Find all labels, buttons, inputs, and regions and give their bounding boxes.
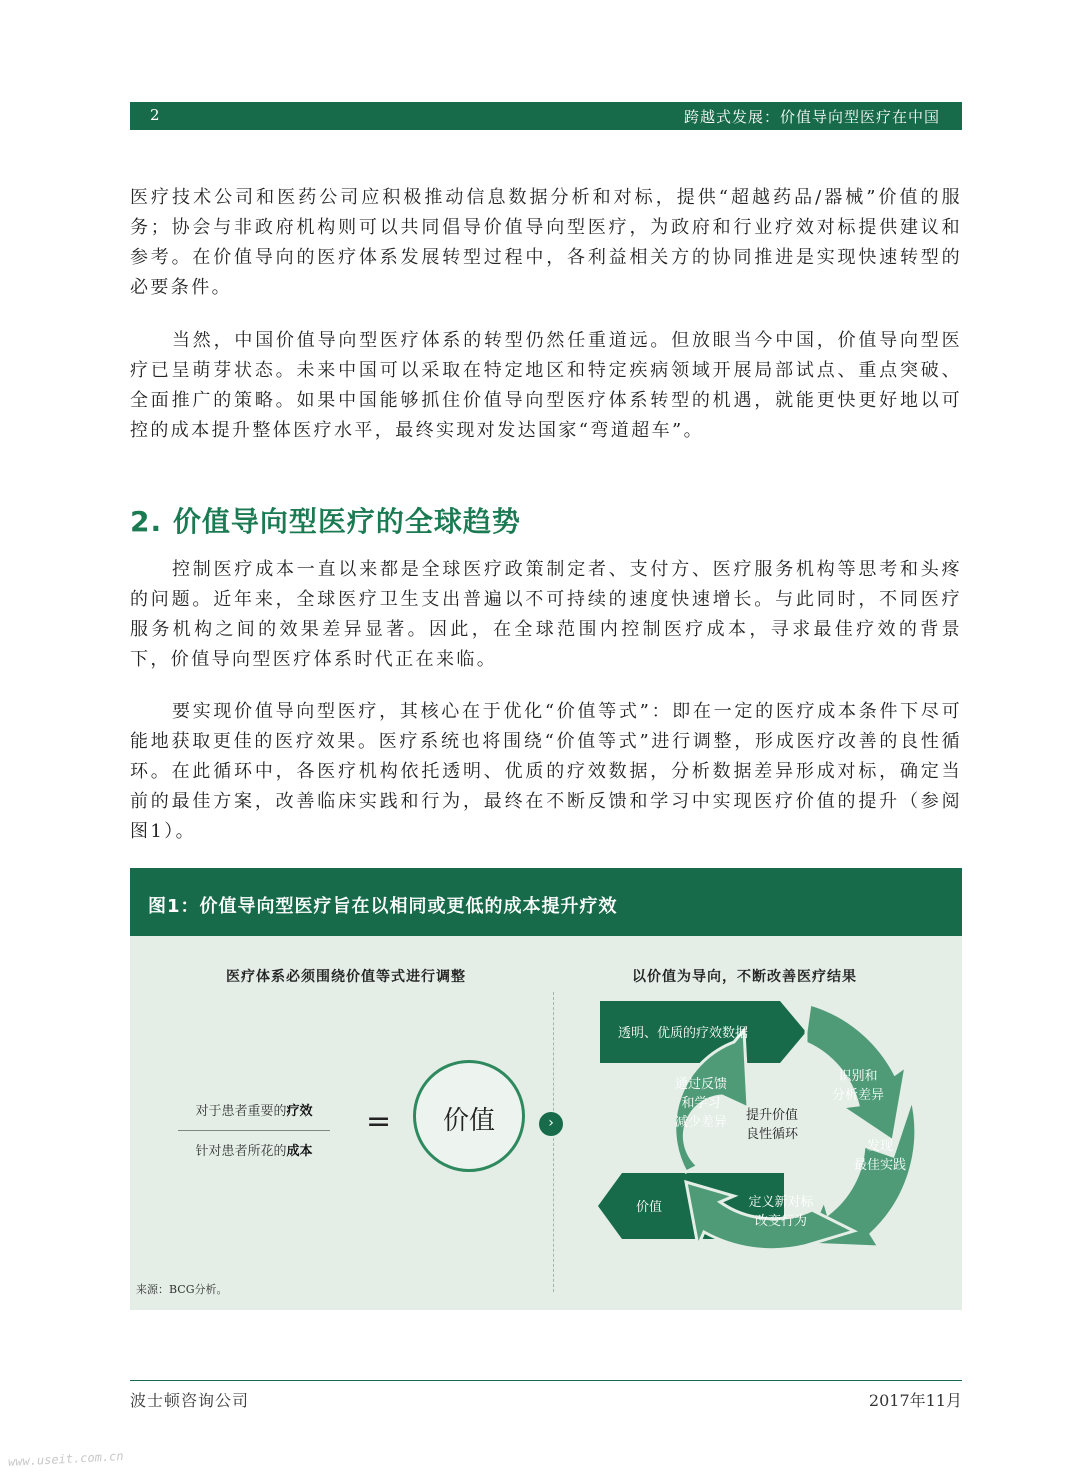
step-feedback-line1: 通过反馈 [674,1077,728,1092]
footer-date: 2017年11月 [868,1391,962,1410]
outcome-term: 疗效 [286,1104,313,1119]
cycle-center-line1: 提升价值 [745,1108,799,1123]
fraction-line [178,1130,330,1131]
equals-sign: = [366,1104,392,1139]
input-label: 透明、优质的疗效数据 [618,1026,749,1041]
running-title: 跨越式发展：价值导向型医疗在中国 [683,108,940,126]
figure-1 [130,868,962,1310]
value-label: 价值 [442,1106,495,1136]
left-heading: 医疗体系必须围绕价值等式进行调整 [226,969,466,985]
section-paragraph-1: 控制医疗成本一直以来都是全球医疗政策制定者、支付方、医疗服务机构等思考和头疼的问题。近年来，全球医疗卫生支出普遍以不可持续的速度快速增长。与此同时，不同医疗服务机构之间的效果差异显著。因此，在全球范围内控制医疗成本，寻求最佳疗效的背景下，价值导向型医疗体系时代正在来临。 [130,559,962,670]
running-header-bar [130,102,962,130]
output-label: 价值 [636,1200,663,1215]
body-paragraph-2: 当然，中国价值导向型医疗体系的转型仍然任重道远。但放眼当今中国，价值导向型医疗已呈萌芽状态。未来中国可以采取在特定地区和特定疾病领域开展局部试点、重点突破、全面推广的策略。如果中国能够抓住价值导向型医疗体系转型的机遇，就能更快更好地以可控的成本提升整体医疗水平，最终实现对发达国家“弯道超车”。 [130,330,962,441]
value-equation-denominator: 针对患者所花的成本 [195,1144,313,1159]
step-analyze-line2: 分析差异 [831,1088,885,1103]
panel-divider [553,992,554,1292]
chevron-right-icon: › [539,1112,563,1136]
step-new-benchmark-line2: 改变行为 [754,1214,808,1229]
figure-source: 来源：BCG分析。 [136,1283,228,1296]
step-best-practice-line2: 最佳实践 [853,1158,907,1173]
step-new-benchmark-line1: 定义新对标 [748,1195,814,1210]
value-circle [413,1060,525,1172]
page-number: 2 [150,106,160,124]
cost-term: 成本 [286,1144,313,1159]
body-paragraph-1: 医疗技术公司和医药公司应积极推动信息数据分析和对标，提供“超越药品/器械”价值的服务；协会与非政府机构则可以共同倡导价值导向型医疗，为政府和行业疗效对标提供建议和参考。在价值导向的医疗体系发展转型过程中，各利益相关方的协同推进是实现快速转型的必要条件。 [130,187,962,298]
footer-rule [130,1380,962,1381]
cycle-center-line2: 良性循环 [745,1127,799,1142]
figure-title: 图1：价值导向型医疗旨在以相同或更低的成本提升疗效 [148,896,618,917]
section-title: 2. 价值导向型医疗的全球趋势 [130,505,521,538]
step-feedback-line3: 减少差异 [674,1115,728,1130]
improvement-cycle-diagram [594,996,924,1268]
section-paragraph-2: 要实现价值导向型医疗，其核心在于优化“价值等式”：即在一定的医疗成本条件下尽可能地获取更佳的医疗效果。医疗系统也将围绕“价值等式”进行调整，形成医疗改善的良性循环。在此循环中，各医疗机构依托透明、优质的疗效数据，分析数据差异形成对标，确定当前的最佳方案，改善临床实践和行为，最终在不断反馈和学习中实现医疗价值的提升（参阅图1）。 [130,701,962,842]
step-feedback-line2: 和学习 [681,1096,721,1111]
watermark: www.useit.com.cn [7,1448,124,1470]
figure-header [130,868,962,936]
step-best-practice-line1: 发现 [866,1139,894,1154]
footer-company: 波士顿咨询公司 [130,1391,250,1410]
right-heading: 以价值为导向，不断改善医疗结果 [632,969,857,985]
value-equation-numerator: 对于患者重要的疗效 [195,1104,313,1119]
step-analyze-line1: 识别和 [838,1069,878,1084]
